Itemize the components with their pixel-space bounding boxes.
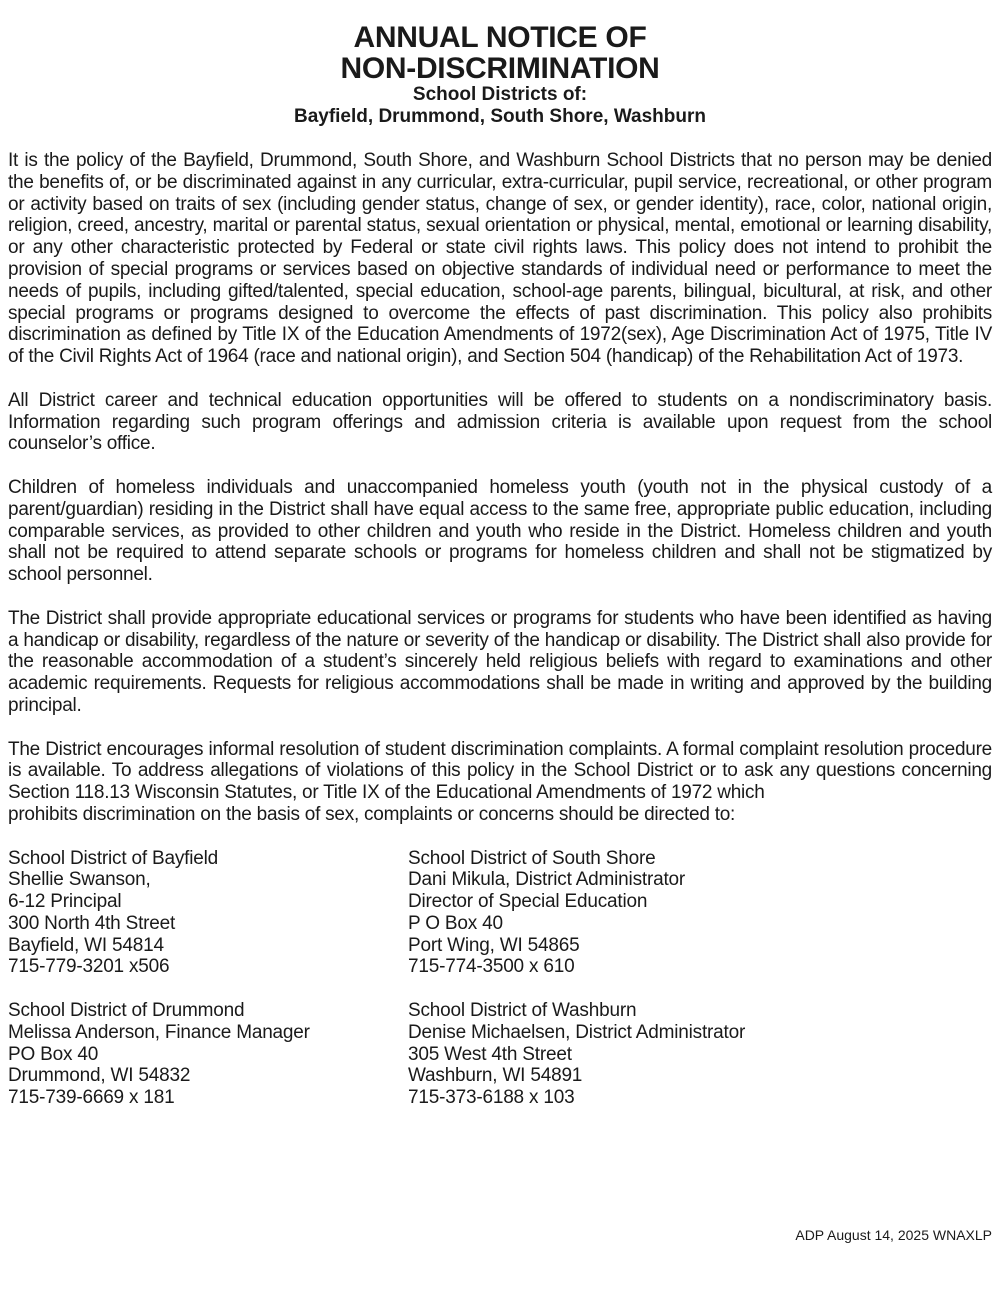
contact-bayfield: [8, 848, 408, 979]
contact-phone: 715-373-6188 x 103: [408, 1087, 575, 1109]
disability-paragraph: The District shall provide appropriate educational services or programs for students who have been identified as having a handicap or disability, regardless of the nature or severity of the handicap or disability. The District shall also provide for the reasonable accommodation of a student’s sincerely held religious beliefs with regard to examinations and other academic requirements. Requests for religious accommodations shall be made in writing and approved by the building principal.: [8, 607, 992, 716]
subtitle-line-1: School Districts of:: [412, 84, 588, 105]
contact-city: Drummond, WI 54832: [8, 1065, 191, 1087]
policy-paragraph: It is the policy of the Bayfield, Drummond, South Shore, and Washburn School Districts that no person may be denied the benefits of, or be discriminated against in any curricular, extra-curricular, pupil service, recreational, or other program or activity based on traits of sex (including gender status, change of sex, or gender identity), race, color, national origin, religion, creed, ancestry, marital or parental status, sexual orientation or physical, mental, emotional or learning disability, or any other characteristic protected by Federal or state civil rights laws. This policy does not intend to prohibit the provision of special programs or services based on objective standards of individual need or performance to meet the needs of pupils, including gifted/talented, special education, school-age parents, bilingual, bicultural, at risk, and other special programs or programs designed to overcome the effects of past discrimination. This policy also prohibits discrimination as defined by Title IX of the Education Amendments of 1972(sex), Age Discrimination Act of 1975, Title IV of the Civil Rights Act of 1964 (race and national origin), and Section 504 (handicap) of the Rehabilitation Act of 1973.: [8, 150, 992, 368]
contacts-grid: [8, 848, 992, 1110]
contact-drummond: [8, 1000, 408, 1109]
contact-person: Dani Mikula, District Administrator: [408, 869, 686, 891]
contact-person: Melissa Anderson, Finance Manager: [8, 1021, 310, 1043]
contact-district: School District of Washburn: [408, 1000, 637, 1022]
contact-address: 300 North 4th Street: [8, 912, 176, 934]
contact-role: Director of Special Education: [408, 891, 648, 913]
contact-city: Bayfield, WI 54814: [8, 934, 164, 956]
subtitle-line-2: Bayfield, Drummond, South Shore, Washburn: [293, 106, 707, 127]
notice-subtitle: [8, 84, 992, 128]
contact-city: Port Wing, WI 54865: [408, 934, 580, 956]
career-education-paragraph: All District career and technical education opportunities will be offered to students on a nondiscriminatory basis. Information regarding such program offerings and admission criteria is available upon request from the school counselor’s office.: [8, 389, 992, 455]
notice-body: [8, 150, 992, 826]
contact-washburn: [408, 1000, 992, 1109]
title-line-1: ANNUAL NOTICE OF: [353, 21, 647, 54]
publication-footer: ADP August 14, 2025 WNAXLP: [795, 1227, 992, 1243]
contact-phone: 715-779-3201 x506: [8, 956, 170, 978]
contact-district: School District of Bayfield: [8, 847, 219, 869]
homeless-youth-paragraph: Children of homeless individuals and unaccompanied homeless youth (youth not in the physical custody of a parent/guardian) residing in the District shall have equal access to the same free, appropriate public education, including comparable services, as provided to other children and youth who reside in the District. Homeless children and youth shall not be required to attend separate schools or programs for homeless children and shall not be stigmatized by school personnel.: [8, 476, 992, 586]
contact-role: 6-12 Principal: [8, 891, 122, 913]
title-line-2: NON-DISCRIMINATION: [340, 52, 660, 85]
contact-address: 305 West 4th Street: [408, 1043, 572, 1065]
complaint-paragraph: [8, 739, 992, 826]
notice-title: [8, 22, 992, 84]
contact-phone: 715-739-6669 x 181: [8, 1087, 175, 1109]
contact-district: School District of Drummond: [8, 1000, 245, 1022]
contact-address: P O Box 40: [408, 912, 503, 934]
contact-address: PO Box 40: [8, 1043, 99, 1065]
contact-person: Shellie Swanson,: [8, 869, 151, 891]
complaint-text-cont: prohibits discrimination on the basis of sex, complaints or concerns should be directed to:: [8, 803, 736, 825]
complaint-text: The District encourages informal resolution of student discrimination complaints. A formal complaint resolution procedure is available. To address allegations of violations of this policy in the School District or to ask any questions concerning Section 118.13 Wisconsin Statutes, or Title IX of the Educational Amendments of 1972 which: [8, 738, 992, 804]
contact-south-shore: [408, 848, 992, 979]
contact-city: Washburn, WI 54891: [408, 1065, 583, 1087]
contact-phone: 715-774-3500 x 610: [408, 956, 575, 978]
contact-district: School District of South Shore: [408, 847, 656, 869]
contact-person: Denise Michaelsen, District Administrator: [408, 1021, 746, 1043]
